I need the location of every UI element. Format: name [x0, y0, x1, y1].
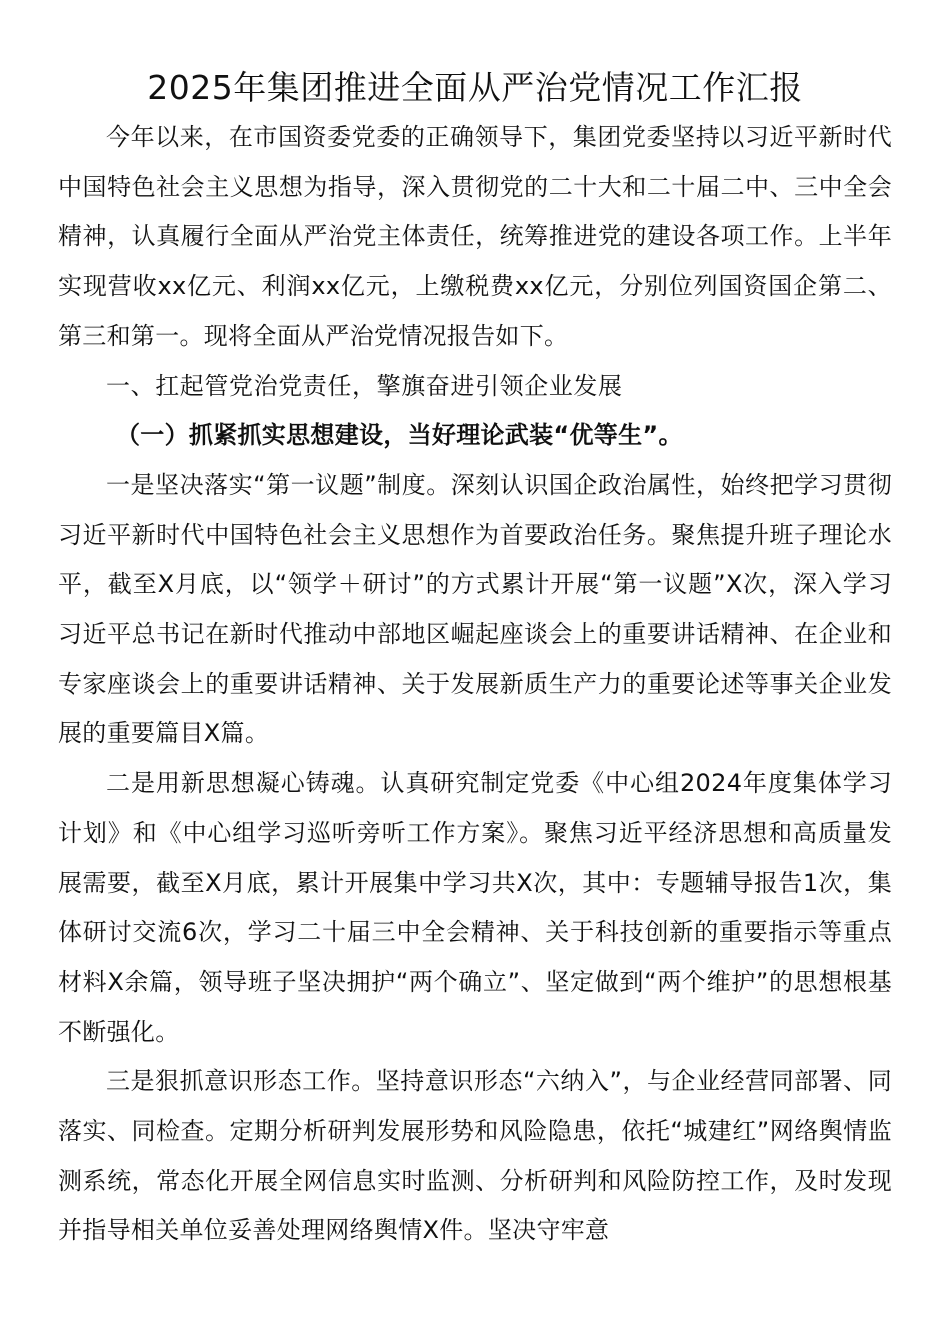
document-title: 2025年集团推进全面从严治党情况工作汇报 — [147, 68, 803, 107]
paragraph-ideology-work: 三是狠抓意识形态工作。坚持意识形态“六纳入”，与企业经营同部署、同落实、同检查。定期分析研判发展形势和风险隐患，依托“城建红”网络舆情监测系统，常态化开展全网信息实时监测、分析研判和风险防控工作，及时发现并指导相关单位妥善处理网络舆情X件。坚决守牢意 — [58, 1067, 892, 1245]
subsection-heading-1: （一）抓紧抓实思想建设，当好理论武装“优等生”。 — [116, 421, 683, 450]
section-heading-1: 一、扛起管党治党责任，擎旗奋进引领企业发展 — [106, 371, 623, 400]
document-body — [58, 113, 892, 1256]
paragraph-new-thought: 二是用新思想凝心铸魂。认真研究制定党委《中心组2024年度集体学习计划》和《中心组学习巡听旁听工作方案》。聚焦习近平经济思想和高质量发展需要，截至X月底，累计开展集中学习共X次，其中：专题辅导报告1次，集体研讨交流6次，学习二十届三中全会精神、关于科技创新的重要指示等重点材料X余篇，领导班子坚决拥护“两个确立”、坚定做到“两个维护”的思想根基不断强化。 — [58, 769, 892, 1046]
paragraph-first-topic: 一是坚决落实“第一议题”制度。深刻认识国企政治属性，始终把学习贯彻习近平新时代中国特色社会主义思想作为首要政治任务。聚焦提升班子理论水平，截至X月底，以“领学＋研讨”的方式累计开展“第一议题”X次，深入学习习近平总书记在新时代推动中部地区崛起座谈会上的重要讲话精神、在企业和专家座谈会上的重要讲话精神、关于发展新质生产力的重要论述等事关企业发展的重要篇目X篇。 — [58, 470, 892, 748]
intro-paragraph: 今年以来，在市国资委党委的正确领导下，集团党委坚持以习近平新时代中国特色社会主义思想为指导，深入贯彻党的二十大和二十届二中、三中全会精神，认真履行全面从严治党主体责任，统筹推进党的建设各项工作。上半年实现营收xx亿元、利润xx亿元，上缴税费xx亿元，分别位列国资国企第二、第三和第一。现将全面从严治党情况报告如下。 — [58, 123, 892, 350]
